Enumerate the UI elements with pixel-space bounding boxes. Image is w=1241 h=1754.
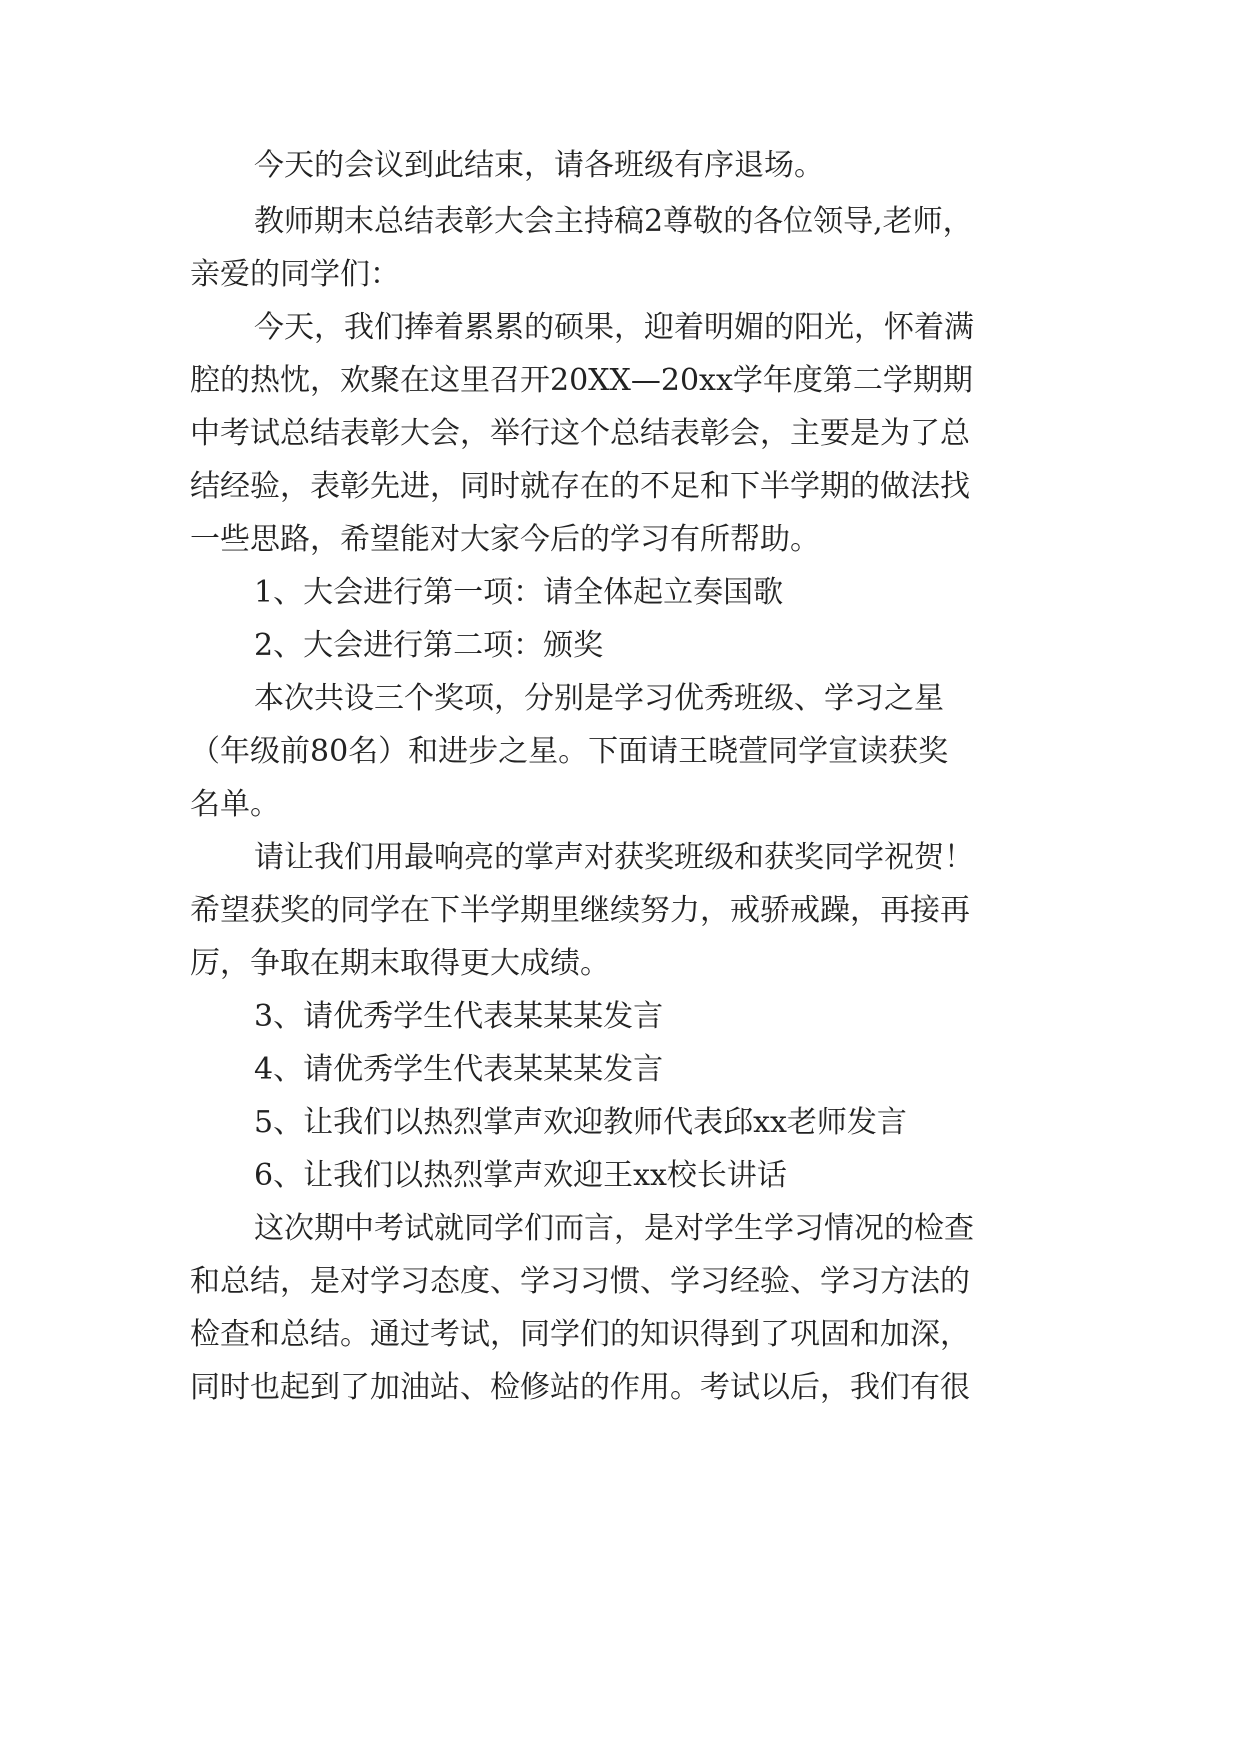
text-line: 这次期中考试就同学们而言，是对学生学习情况的检查	[254, 1211, 974, 1246]
text-line: 和总结，是对学习态度、学习习惯、学习经验、学习方法的	[190, 1264, 970, 1299]
text-line: 教师期末总结表彰大会主持稿2尊敬的各位领导,老师，	[254, 204, 973, 239]
text-line: 中考试总结表彰大会，举行这个总结表彰会，主要是为了总	[190, 416, 970, 451]
text-line: 1、大会进行第一项：请全体起立奏国歌	[254, 575, 784, 610]
text-line: 腔的热忱，欢聚在这里召开20XX—20xx学年度第二学期期	[190, 363, 973, 398]
text-line: 一些思路，希望能对大家今后的学习有所帮助。	[190, 522, 820, 557]
text-line: 同时也起到了加油站、检修站的作用。考试以后，我们有很	[190, 1370, 970, 1405]
text-line: 厉，争取在期末取得更大成绩。	[190, 946, 610, 981]
text-line: （年级前80名）和进步之星。下面请王晓萱同学宣读获奖	[190, 734, 949, 769]
text-line: 今天的会议到此结束，请各班级有序退场。	[254, 148, 824, 183]
text-line: 5、让我们以热烈掌声欢迎教师代表邱xx老师发言	[254, 1105, 907, 1140]
text-line: 6、让我们以热烈掌声欢迎王xx校长讲话	[254, 1158, 787, 1193]
text-line: 请让我们用最响亮的掌声对获奖班级和获奖同学祝贺！	[254, 840, 974, 875]
text-line: 3、请优秀学生代表某某某发言	[254, 999, 664, 1034]
text-line: 结经验，表彰先进，同时就存在的不足和下半学期的做法找	[190, 469, 970, 504]
text-line: 2、大会进行第二项：颁奖	[254, 628, 604, 663]
text-line: 名单。	[190, 787, 280, 822]
text-line: 本次共设三个奖项，分别是学习优秀班级、学习之星	[254, 681, 944, 716]
text-line: 今天，我们捧着累累的硕果，迎着明媚的阳光，怀着满	[254, 310, 974, 345]
text-line: 希望获奖的同学在下半学期里继续努力，戒骄戒躁，再接再	[190, 893, 970, 928]
text-line: 检查和总结。通过考试，同学们的知识得到了巩固和加深，	[190, 1317, 970, 1352]
text-line: 亲爱的同学们：	[190, 257, 400, 292]
text-line: 4、请优秀学生代表某某某发言	[254, 1052, 664, 1087]
